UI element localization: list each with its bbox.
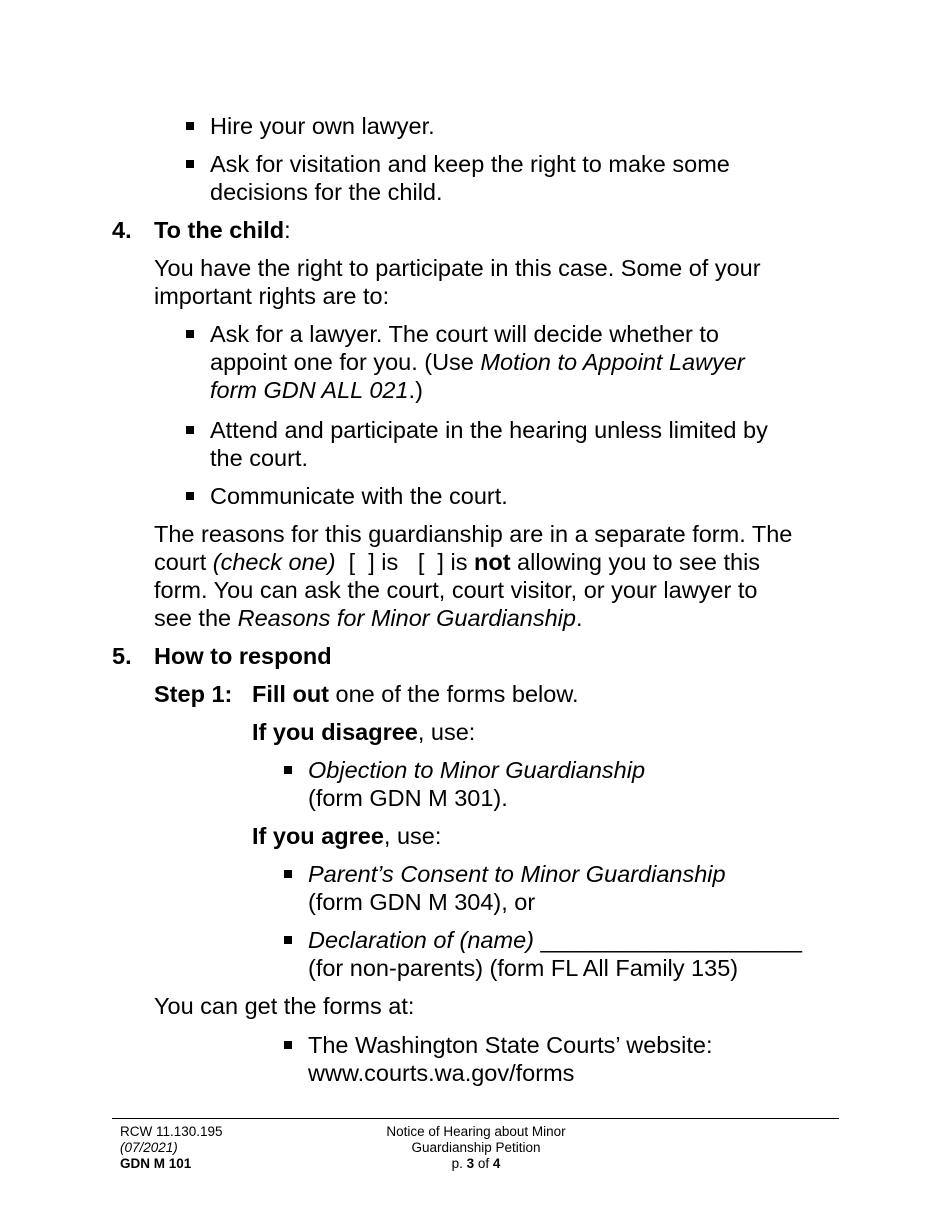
list-item-continuation: the court. bbox=[210, 445, 308, 471]
list-item-continuation: form GDN ALL 021.) bbox=[210, 377, 423, 403]
footer-revision: (07/2021) bbox=[120, 1140, 178, 1155]
section-number: 5. bbox=[112, 643, 132, 669]
list-item-continuation: (form GDN M 301). bbox=[308, 785, 508, 811]
paragraph: see the Reasons for Minor Guardianship. bbox=[154, 605, 583, 631]
bullet-icon bbox=[284, 1041, 292, 1049]
list-item: Attend and participate in the hearing unless limited by bbox=[210, 417, 768, 443]
section-heading: To the child: bbox=[154, 217, 291, 243]
list-item-continuation: (form GDN M 304), or bbox=[308, 889, 536, 915]
footer-form-code: GDN M 101 bbox=[120, 1156, 192, 1171]
footer-statute: RCW 11.130.195 bbox=[120, 1124, 223, 1139]
list-item: Communicate with the court. bbox=[210, 483, 508, 509]
section-heading: How to respond bbox=[154, 643, 332, 669]
bullet-icon bbox=[186, 330, 194, 338]
list-item: Objection to Minor Guardianship bbox=[308, 757, 646, 783]
list-item: Parent’s Consent to Minor Guardianship bbox=[308, 861, 726, 887]
paragraph: You have the right to participate in this case. Some of your bbox=[154, 255, 761, 281]
footer-title: Notice of Hearing about Minor bbox=[386, 1124, 566, 1139]
footer-page-number: p. 3 of 4 bbox=[451, 1156, 501, 1171]
step-text: Fill out one of the forms below. bbox=[252, 681, 579, 707]
paragraph: The reasons for this guardianship are in a separate form. The bbox=[154, 521, 793, 547]
bullet-icon bbox=[186, 160, 194, 168]
paragraph: important rights are to: bbox=[154, 283, 390, 309]
footer-divider bbox=[112, 1118, 839, 1119]
bullet-icon bbox=[284, 936, 292, 944]
paragraph: court (check one) [ ] is [ ] is not allowing you to see this bbox=[154, 549, 761, 575]
website-link: www.courts.wa.gov/forms bbox=[308, 1060, 575, 1086]
list-item: Hire your own lawyer. bbox=[210, 113, 435, 139]
bullet-icon bbox=[284, 870, 292, 878]
name-blank-field: ____________________ bbox=[533, 927, 802, 953]
footer-title: Guardianship Petition bbox=[411, 1140, 541, 1155]
list-item: Ask for visitation and keep the right to make some bbox=[210, 151, 730, 177]
paragraph: You can get the forms at: bbox=[154, 993, 415, 1019]
list-item: Ask for a lawyer. The court will decide whether to bbox=[210, 321, 719, 347]
bullet-icon bbox=[186, 426, 194, 434]
list-item-continuation: (for non-parents) (form FL All Family 135) bbox=[308, 955, 739, 981]
bullet-icon bbox=[284, 766, 292, 774]
paragraph: form. You can ask the court, court visitor, or your lawyer to bbox=[154, 577, 758, 603]
subheading: If you agree, use: bbox=[252, 823, 442, 849]
list-item-continuation: appoint one for you. (Use Motion to Appoint Lawyer bbox=[210, 349, 745, 375]
list-item: Declaration of (name) ____________________ bbox=[308, 927, 802, 953]
section-number: 4. bbox=[112, 217, 132, 243]
bullet-icon bbox=[186, 122, 194, 130]
list-item: The Washington State Courts’ website: bbox=[308, 1032, 713, 1058]
bullet-icon bbox=[186, 492, 194, 500]
list-item-continuation: decisions for the child. bbox=[210, 179, 443, 205]
subheading: If you disagree, use: bbox=[252, 719, 476, 745]
step-label: Step 1: bbox=[154, 681, 233, 707]
